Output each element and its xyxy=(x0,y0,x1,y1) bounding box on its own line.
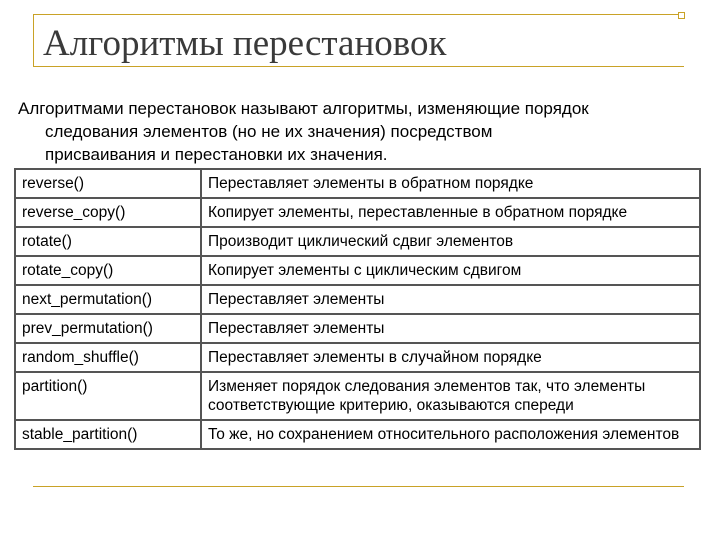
table-row xyxy=(15,420,700,449)
table-row xyxy=(15,169,700,198)
function-name-cell: prev_permutation() xyxy=(15,314,201,343)
description-cell: Производит циклический сдвиг элементов xyxy=(201,227,700,256)
intro-line-1: Алгоритмами перестановок называют алгоритмы, изменяющие порядок xyxy=(18,99,589,118)
table-row xyxy=(15,227,700,256)
table-row xyxy=(15,314,700,343)
frame-top-rule xyxy=(33,14,684,15)
intro-line-3: присваивания и перестановки их значения. xyxy=(45,145,388,164)
function-name-cell: rotate() xyxy=(15,227,201,256)
description-cell: Копирует элементы с циклическим сдвигом xyxy=(201,256,700,285)
permutation-algorithms-table xyxy=(14,168,701,450)
description-cell: Изменяет порядок следования элементов так, что элементы соответствующие критерию, оказываются спереди xyxy=(201,372,700,420)
function-name-cell: reverse() xyxy=(15,169,201,198)
frame-left-rule xyxy=(33,14,34,66)
frame-corner-ornament xyxy=(678,12,685,19)
table-row xyxy=(15,343,700,372)
description-cell: Переставляет элементы в обратном порядке xyxy=(201,169,700,198)
function-name-cell: reverse_copy() xyxy=(15,198,201,227)
title-underline-rule xyxy=(33,66,684,67)
function-name-cell: next_permutation() xyxy=(15,285,201,314)
description-cell: Переставляет элементы в случайном порядке xyxy=(201,343,700,372)
function-name-cell: random_shuffle() xyxy=(15,343,201,372)
function-name-cell: partition() xyxy=(15,372,201,420)
frame-bottom-rule xyxy=(33,486,684,487)
description-cell: Переставляет элементы xyxy=(201,285,700,314)
table-row xyxy=(15,198,700,227)
slide-title: Алгоритмы перестановок xyxy=(43,23,447,64)
table-row xyxy=(15,372,700,420)
intro-paragraph xyxy=(18,97,708,166)
description-cell: То же, но сохранением относительного расположения элементов xyxy=(201,420,700,449)
table-row xyxy=(15,256,700,285)
description-cell: Копирует элементы, переставленные в обратном порядке xyxy=(201,198,700,227)
table-row xyxy=(15,285,700,314)
function-name-cell: rotate_copy() xyxy=(15,256,201,285)
intro-line-2: следования элементов (но не их значения) посредством xyxy=(45,122,493,141)
function-name-cell: stable_partition() xyxy=(15,420,201,449)
description-cell: Переставляет элементы xyxy=(201,314,700,343)
